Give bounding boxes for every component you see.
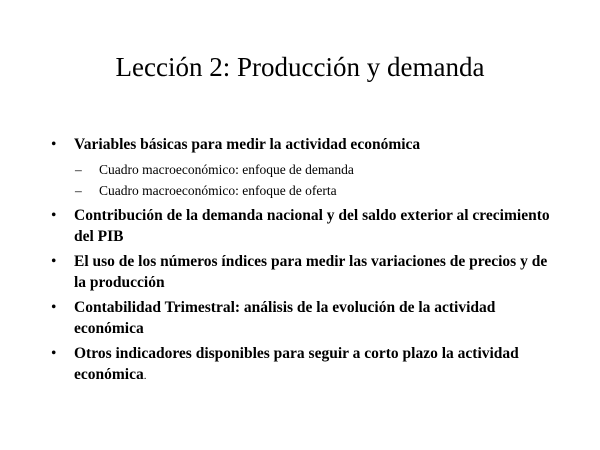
bullet-item-2: [42, 205, 562, 248]
sub-item-text: Cuadro macroeconómico: enfoque de oferta: [99, 182, 337, 198]
bullet-item-4: [42, 297, 562, 340]
sub-list: [42, 159, 562, 201]
bullet-icon: •: [51, 136, 57, 153]
bullet-item-3: [42, 251, 562, 294]
bullet-item-text: Contribución de la demanda nacional y del saldo exterior al crecimiento del PIB: [74, 206, 550, 245]
dash-icon: –: [75, 161, 82, 177]
dash-icon: –: [75, 182, 82, 198]
slide-title: Lección 2: Producción y demanda: [115, 52, 485, 82]
bullet-item-text: Variables básicas para medir la actividad económica: [74, 136, 421, 153]
bullet-icon: •: [51, 206, 57, 224]
sub-item-2: [42, 180, 562, 201]
bullet-icon: •: [51, 344, 57, 362]
bullet-list: [42, 134, 562, 391]
bullet-item-text: El uso de los números índices para medir las variaciones de precios y de la producción: [74, 252, 548, 291]
bullet-item-1: [42, 134, 562, 156]
bullet-icon: •: [51, 252, 57, 270]
trailing-period: .: [143, 370, 147, 382]
bullet-item-text: Contabilidad Trimestral: análisis de la evolución de la actividad económica: [74, 298, 496, 337]
bullet-icon: •: [51, 298, 57, 316]
sub-item-1: [42, 159, 562, 180]
bullet-item-text: Otros indicadores disponibles para seguir a corto plazo la actividad económica: [74, 344, 519, 383]
bullet-item-5: [42, 343, 562, 388]
sub-item-text: Cuadro macroeconómico: enfoque de demanda: [99, 161, 354, 177]
